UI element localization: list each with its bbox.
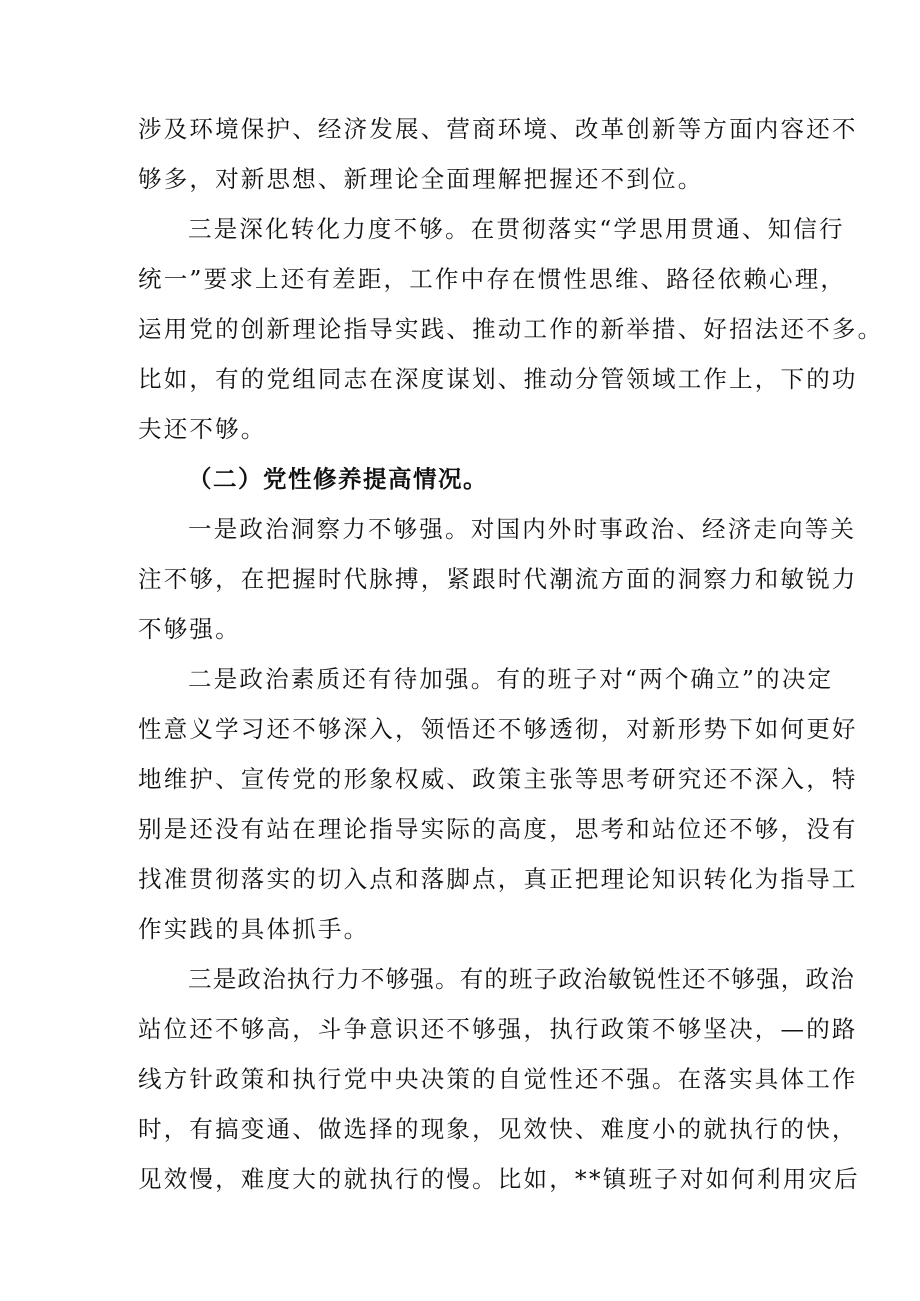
text-line-22: 见效慢，难度大的就执行的慢。比如，**镇班子对如何利用灾后 xyxy=(138,1165,860,1193)
text-line-17: 作实践的具体抓手。 xyxy=(138,915,370,943)
paragraph-start-line: 三是政治执行力不够强。有的班子政治敏锐性还不够强，政治 xyxy=(188,965,855,993)
paragraph-start-line: 二是政治素质还有待加强。有的班子对“两个确立”的决定 xyxy=(188,665,834,693)
text-line-7: 夫还不够。 xyxy=(138,415,267,443)
section-heading: （二）党性修养提高情况。 xyxy=(188,465,488,493)
text-line-1: 涉及环境保护、经济发展、营商环境、改革创新等方面内容还不 xyxy=(138,115,858,143)
text-line-14: 地维护、宣传党的形象权威、政策主张等思考研究还不深入，特 xyxy=(138,765,858,793)
paragraph-start-line: 一是政治洞察力不够强。对国内外时事政治、经济走向等关 xyxy=(188,515,857,543)
text-line-13: 性意义学习还不够深入，领悟还不够透彻，对新形势下如何更好 xyxy=(138,715,858,743)
text-line-6: 比如，有的党组同志在深度谋划、推动分管领域工作上，下的功 xyxy=(138,365,858,393)
text-line-4: 统一”要求上还有差距，工作中存在惯性思维、路径依赖心理， xyxy=(138,265,847,293)
text-line-16: 找准贯彻落实的切入点和落脚点，真正把理论知识转化为指导工 xyxy=(138,865,858,893)
text-line-11: 不够强。 xyxy=(138,615,241,643)
text-line-2: 够多，对新思想、新理论全面理解把握还不到位。 xyxy=(138,165,704,193)
text-line-21: 时，有搞变通、做选择的现象，见效快、难度小的就执行的快， xyxy=(138,1115,858,1143)
text-line-15: 别是还没有站在理论指导实际的高度，思考和站位还不够，没有 xyxy=(138,815,858,843)
text-line-20: 线方针政策和执行党中央决策的自觉性还不强。在落实具体工作 xyxy=(138,1065,858,1093)
text-line-10: 注不够，在把握时代脉搏，紧跟时代潮流方面的洞察力和敏锐力 xyxy=(138,565,858,593)
text-line-19: 站位还不够高，斗争意识还不够强，执行政策不够坚决，—的路 xyxy=(138,1015,858,1043)
paragraph-start-line: 三是深化转化力度不够。在贯彻落实“学思用贯通、知信行 xyxy=(188,215,845,243)
text-line-5: 运用党的创新理论指导实践、推动工作的新举措、好招法还不多。 xyxy=(138,315,884,343)
